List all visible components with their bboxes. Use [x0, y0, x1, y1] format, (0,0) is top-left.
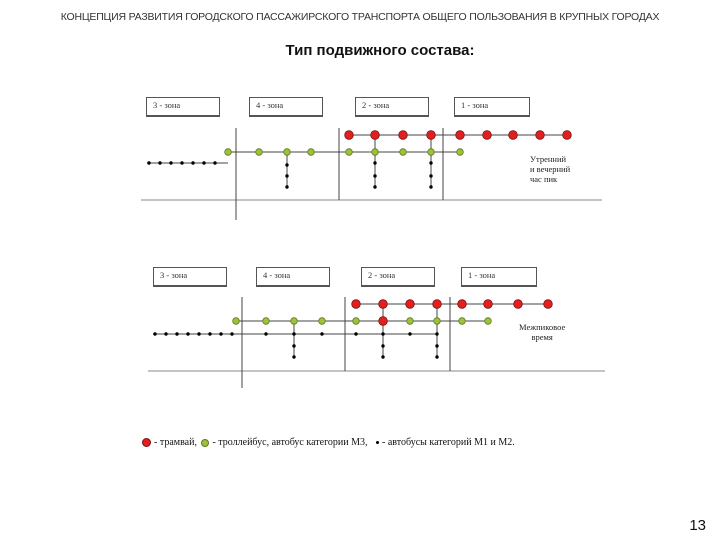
tram-stop	[399, 131, 408, 140]
bus-stop	[381, 344, 384, 347]
bus-stop	[285, 185, 288, 188]
top-tram-stops	[345, 131, 572, 140]
tram-stop	[379, 300, 388, 309]
bus-stop	[435, 332, 438, 335]
bottom-diagram	[148, 297, 605, 388]
bus-stop	[169, 161, 172, 164]
bus-stop	[429, 185, 432, 188]
legend-bus-label: - автобусы категорий М1 и М2.	[382, 437, 515, 449]
bus-stop	[292, 332, 295, 335]
bus-stop	[285, 163, 288, 166]
tram-stop	[456, 131, 465, 140]
trolley-stop	[346, 149, 353, 156]
trolley-stop	[428, 149, 435, 156]
page-number: 13	[689, 517, 706, 534]
bus-stop	[373, 174, 376, 177]
tram-stop	[514, 300, 523, 309]
bus-stop	[230, 332, 233, 335]
tram-stop	[352, 300, 361, 309]
tram-stop	[484, 300, 493, 309]
top-bus-stops	[147, 161, 432, 188]
bus-stop	[264, 332, 267, 335]
bus-stop	[175, 332, 178, 335]
tram-stop	[406, 300, 415, 309]
trolley-stop	[263, 318, 270, 325]
bus-stop	[429, 161, 432, 164]
bus-stop	[191, 161, 194, 164]
legend-tram-label: - трамвай,	[154, 437, 197, 449]
tram-stop	[483, 131, 492, 140]
bus-stop	[208, 332, 211, 335]
legend	[142, 437, 515, 448]
top-note-line2: и вечерний	[530, 164, 571, 174]
tram-stop	[371, 131, 380, 140]
bus-stop	[408, 332, 411, 335]
trolley-stop	[225, 149, 232, 156]
trolley-stop	[291, 318, 298, 325]
trolley-stop	[434, 318, 441, 325]
top-zone-2: 2 - зона	[355, 97, 429, 117]
top-note-line1: Утренний	[530, 154, 567, 164]
bus-legend-icon	[376, 441, 379, 444]
bus-stop	[202, 161, 205, 164]
bus-stop	[164, 332, 167, 335]
trolley-stop	[284, 149, 291, 156]
trolley-stop	[485, 318, 492, 325]
legend-trolley-label: - троллейбус, автобус категории М3,	[212, 437, 368, 449]
top-note-line3: час пик	[530, 174, 558, 184]
bus-stop	[292, 355, 295, 358]
trolley-stop	[256, 149, 263, 156]
bus-stop	[197, 332, 200, 335]
tram-stop	[433, 300, 442, 309]
tram-stop	[544, 300, 553, 309]
tram-stop	[458, 300, 467, 309]
tram-stop	[379, 317, 388, 326]
bus-stop	[153, 332, 156, 335]
trolley-stop	[353, 318, 360, 325]
bus-stop	[180, 161, 183, 164]
tram-stop	[345, 131, 354, 140]
bottom-zone-1: 1 - зона	[461, 267, 537, 287]
bottom-zone-4: 4 - зона	[256, 267, 330, 287]
bus-stop	[381, 355, 384, 358]
tram-stop	[509, 131, 518, 140]
bottom-note-line1: Межпиковое	[519, 322, 566, 332]
tram-stop	[563, 131, 572, 140]
bus-stop	[292, 344, 295, 347]
top-diagram	[141, 128, 602, 220]
tram-stop	[427, 131, 436, 140]
trolley-stop	[372, 149, 379, 156]
bus-stop	[285, 174, 288, 177]
top-zone-4: 4 - зона	[249, 97, 323, 117]
bus-stop	[381, 332, 384, 335]
bus-stop	[435, 344, 438, 347]
bus-stop	[435, 355, 438, 358]
top-zone-3: 3 - зона	[146, 97, 220, 117]
bus-stop	[147, 161, 150, 164]
bus-stop	[186, 332, 189, 335]
bottom-note-line2: время	[531, 332, 553, 342]
bus-stop	[373, 161, 376, 164]
trolley-stop	[233, 318, 240, 325]
trolley-legend-icon	[201, 439, 209, 447]
bus-stop	[320, 332, 323, 335]
bus-stop	[158, 161, 161, 164]
tram-stop	[536, 131, 545, 140]
trolley-stop	[407, 318, 414, 325]
trolley-stop	[319, 318, 326, 325]
trolley-stop	[308, 149, 315, 156]
trolley-stop	[400, 149, 407, 156]
bus-stop	[354, 332, 357, 335]
trolley-stop	[459, 318, 466, 325]
bus-stop	[219, 332, 222, 335]
page-subtitle: Тип подвижного состава:	[285, 42, 475, 59]
bottom-bus-stops	[153, 332, 438, 358]
trolley-stop	[457, 149, 464, 156]
bottom-zone-3: 3 - зона	[153, 267, 227, 287]
tram-legend-icon	[142, 438, 151, 447]
top-zone-1: 1 - зона	[454, 97, 530, 117]
bus-stop	[429, 174, 432, 177]
bus-stop	[373, 185, 376, 188]
bottom-zone-2: 2 - зона	[361, 267, 435, 287]
page-header: КОНЦЕПЦИЯ РАЗВИТИЯ ГОРОДСКОГО ПАССАЖИРСКОГО ТРАНСПОРТА ОБЩЕГО ПОЛЬЗОВАНИЯ В КРУПНЫХ ГОРОДАХ	[60, 11, 660, 23]
bus-stop	[213, 161, 216, 164]
